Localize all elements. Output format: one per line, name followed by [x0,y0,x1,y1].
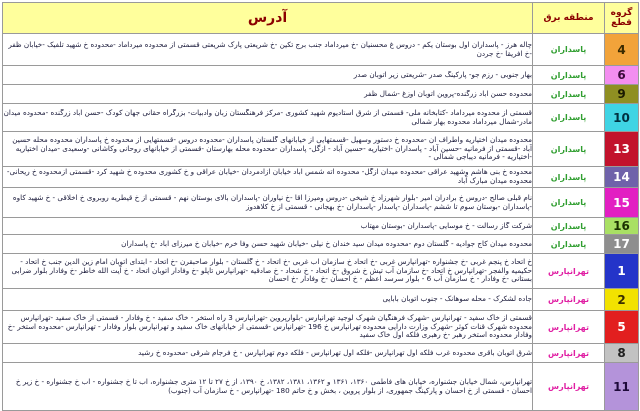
table-row [3,344,639,363]
region-cell: تهرانپارس [533,254,605,289]
address-cell [3,34,533,66]
header-address: آدرس [3,3,533,34]
address-text: قسمتی از خاک سفید - تهرانپارس -شهرک فرهنگیان شهرک لوجید تهرانپارس -بلوارپروین -تهرانپارس 3 راه استخر - خاک سفید - خ وفادار - قسمتی از خاک سفید -تهرانپارس محدوده شهرک قنات کوثر -شهرک وزارت دارایی محدوده تهرانپارس خ 196 -تهرانپارس -قسمتی از خیابانهای خاک سفید و تهرانپارس بلوار وفادار - تهرانپارس -محدوده استخر -خ وفادار محدوده استخر رهبر -خ رهبری فلکه اول خاک سفید [7,314,532,340]
table-body [3,34,639,411]
address-cell [3,188,533,218]
group-number-cell: 2 [605,289,639,311]
address-cell [3,218,533,235]
region-cell: پاسداران [533,188,605,218]
table-row [3,311,639,344]
group-number-cell: 16 [605,218,639,235]
address-cell [3,254,533,289]
address-cell [3,363,533,411]
table-row [3,289,639,311]
group-number-cell: 10 [605,104,639,132]
table-row [3,235,639,254]
region-cell: پاسداران [533,218,605,235]
region-cell: پاسداران [533,132,605,167]
group-number-cell: 9 [605,85,639,104]
region-cell: پاسداران [533,85,605,104]
address-text: محدوده میدان کاج جوادیه - گلستان دوم -محدوده میدان سید خندان خ نیلی -خیابان شهید حسن وفا خرم -خیابان خ میرزای آباد -خ پاسداران [121,239,532,248]
region-cell: تهرانپارس [533,363,605,411]
group-number-cell: 6 [605,66,639,85]
address-text: تهرانپارس، شمال خیابان جشنواره، خیابان های فاطمی ۱۳۶۰، ۱۳۶۱ و ۱۳۶۲، ۱۳۸۱، ۱۳۸۲، خ ۱۳۹۰، از خ ۲۷ تا ۱۲ متری جشنواره، آب تا خ جشنواره - آب خ جشنواره - خ زیر خ احسان - قسمتی از خ احسان و پارکینگ جمهوری، از بلوار پروین ، بخش و خ حاتم 180 -تهرانپارس - خ سازمان آب (جنوب) [15,377,532,395]
table-row [3,66,639,85]
region-cell: پاسداران [533,167,605,188]
table-row [3,167,639,188]
group-number-cell: 15 [605,188,639,218]
address-cell [3,132,533,167]
region-cell: پاسداران [533,34,605,66]
table-row [3,254,639,289]
address-cell [3,235,533,254]
region-cell: تهرانپارس [533,311,605,344]
address-cell [3,344,533,363]
address-cell [3,85,533,104]
group-number-cell: 4 [605,34,639,66]
address-text: قسمتی از محدوده میرداماد -کتابخانه ملی- قسمتی از شرق استادیوم شهید کشوری -مرکز فرهنگستان زبان وادبیات- بزرگراه حقانی جهان کودک -حسن آباد زرگنده -محدوده میدان مادر-شمال میرداماد محدوده بهار شمالی [3,108,532,126]
group-number-cell: 14 [605,167,639,188]
group-number-cell: 1 [605,254,639,289]
address-text: شرق اتوبان باقری محدوده غرب فلکه اول تهرانپارس -فلکه اول تهرانپارس - فلکه دوم تهرانپارس - خ فرجام شرقی -محدوده خ رشید [138,348,532,357]
outage-schedule-sheet [2,2,638,399]
address-text: محدوده خ بنی هاشم وشهید عراقی -محدوده میدان ازگل- محدوده اته شمس آباد خیابان آزادمردان -خیابان عراقی و خ کشوری محدوده خ شهید کرد -قسمتی ازمحدوده خ ریحانی-محدوده میدان مبارک آباد [6,168,532,185]
table-row [3,188,639,218]
group-number-cell: 17 [605,235,639,254]
header-region: منطقه برق [533,3,605,34]
table-row [3,104,639,132]
table-row [3,218,639,235]
region-cell: پاسداران [533,66,605,85]
group-number-cell: 5 [605,311,639,344]
header-group-number: گروه قطع [605,3,639,34]
address-cell [3,311,533,344]
address-text: محدوده میدان اختیاریه واطراف آن -محدوده خ دستور وسهیل -قسمتهایی از خیابانهای گلستان پاسداران -محدوده دروس -قسمتهایی از محدوده خ پاسداران محدوده محله حسین آباد -قسمتی از فرمانیه -حسین آباد - پاسداران -اختیاریه -حسین آباد - ازگل- پاسداران -محدوده محله بهارستان -قسمتی از خیابانهای روحانی وکاشانی -وسعیدی -میدان اختیاریه -اختیاریه - فرمانیه دیباجی شمالی - [12,136,532,162]
address-cell [3,104,533,132]
table-row [3,34,639,66]
address-text: جاده لشکرک - محله سوهانک - جنوب اتوبان بابایی [382,295,532,304]
group-number-cell: 11 [605,363,639,411]
group-number-cell: 8 [605,344,639,363]
table-row [3,85,639,104]
address-text: محدوده حسن آباد زرگنده-پروین اتوبان اوزغ -شمال ظفر [364,89,532,98]
address-cell [3,167,533,188]
address-text: نام قبلی صالح -دروس خ برادران امیر -بلوار شهرزاد خ شیخی -دروس ومیرزا آقا -خ نیاوران -پاسداران بالای بوستان نهم - قسمتی از خ قیطریه روبروی خ اخلاقی - خ شهید کاوه -پاسداران -بوستان سوم تا ششم -پاسداران -پاسدار -پاسداران -خ بهجانی - قسمتی از خ کلاهدوز [12,193,532,211]
table-header-row [3,3,639,34]
region-cell: تهرانپارس [533,344,605,363]
region-cell: تهرانپارس [533,289,605,311]
group-number-cell: 13 [605,132,639,167]
address-cell [3,66,533,85]
region-cell: پاسداران [533,104,605,132]
address-text: چاله هرز - پاسداران اول بوستان یکم - دروس غ محسنیان -خ میرداماد جنب برج تکین -خ شریعتی پارک شریعتی قسمتی از محدوده میرداماد -محدوده خ شهید تلفیک -خیابان ظفر -خ افریقا -خ جردن [8,40,532,58]
address-text: بهار جنوبی - رزم جو- پارکینگ صدر -شریعتی زیر اتوبان صدر [353,70,532,79]
address-text: خ اتحاد خ پنجم غربی -خ جشنواره -تهرانپارس غربی -خ اتحاد خ سازمان آب غربی -خ اتحاد - خ گلستان - بلوار صاحبقرن -خ اتحاد - ابتدای اتوبان امام زین الدین جنب خ اتحاد - حکیمیه والفجر -تهرانپارس خ اتحاد -خ سازمان آب تیش خ شروق -خ اتحاد - خ شحاد - خ صادقیه -تهرانپارس تاپلو -خ وفادار اتوبان اتحاد - خ آیت الله خاطر -خ وفادار بلوار ضرابی بستانی -خ وفادار - خ سازمان آب 6 - بلوار سرسد اعظم - خ احسان -خ وفادار -خ احسان [11,258,532,284]
region-cell: پاسداران [533,235,605,254]
address-cell [3,289,533,311]
outage-table [2,2,639,411]
table-row [3,363,639,411]
address-text: شرکت گاز رسالت - خ موسایی -پاسداران -بوستان مهتاب [360,221,532,230]
table-row [3,132,639,167]
